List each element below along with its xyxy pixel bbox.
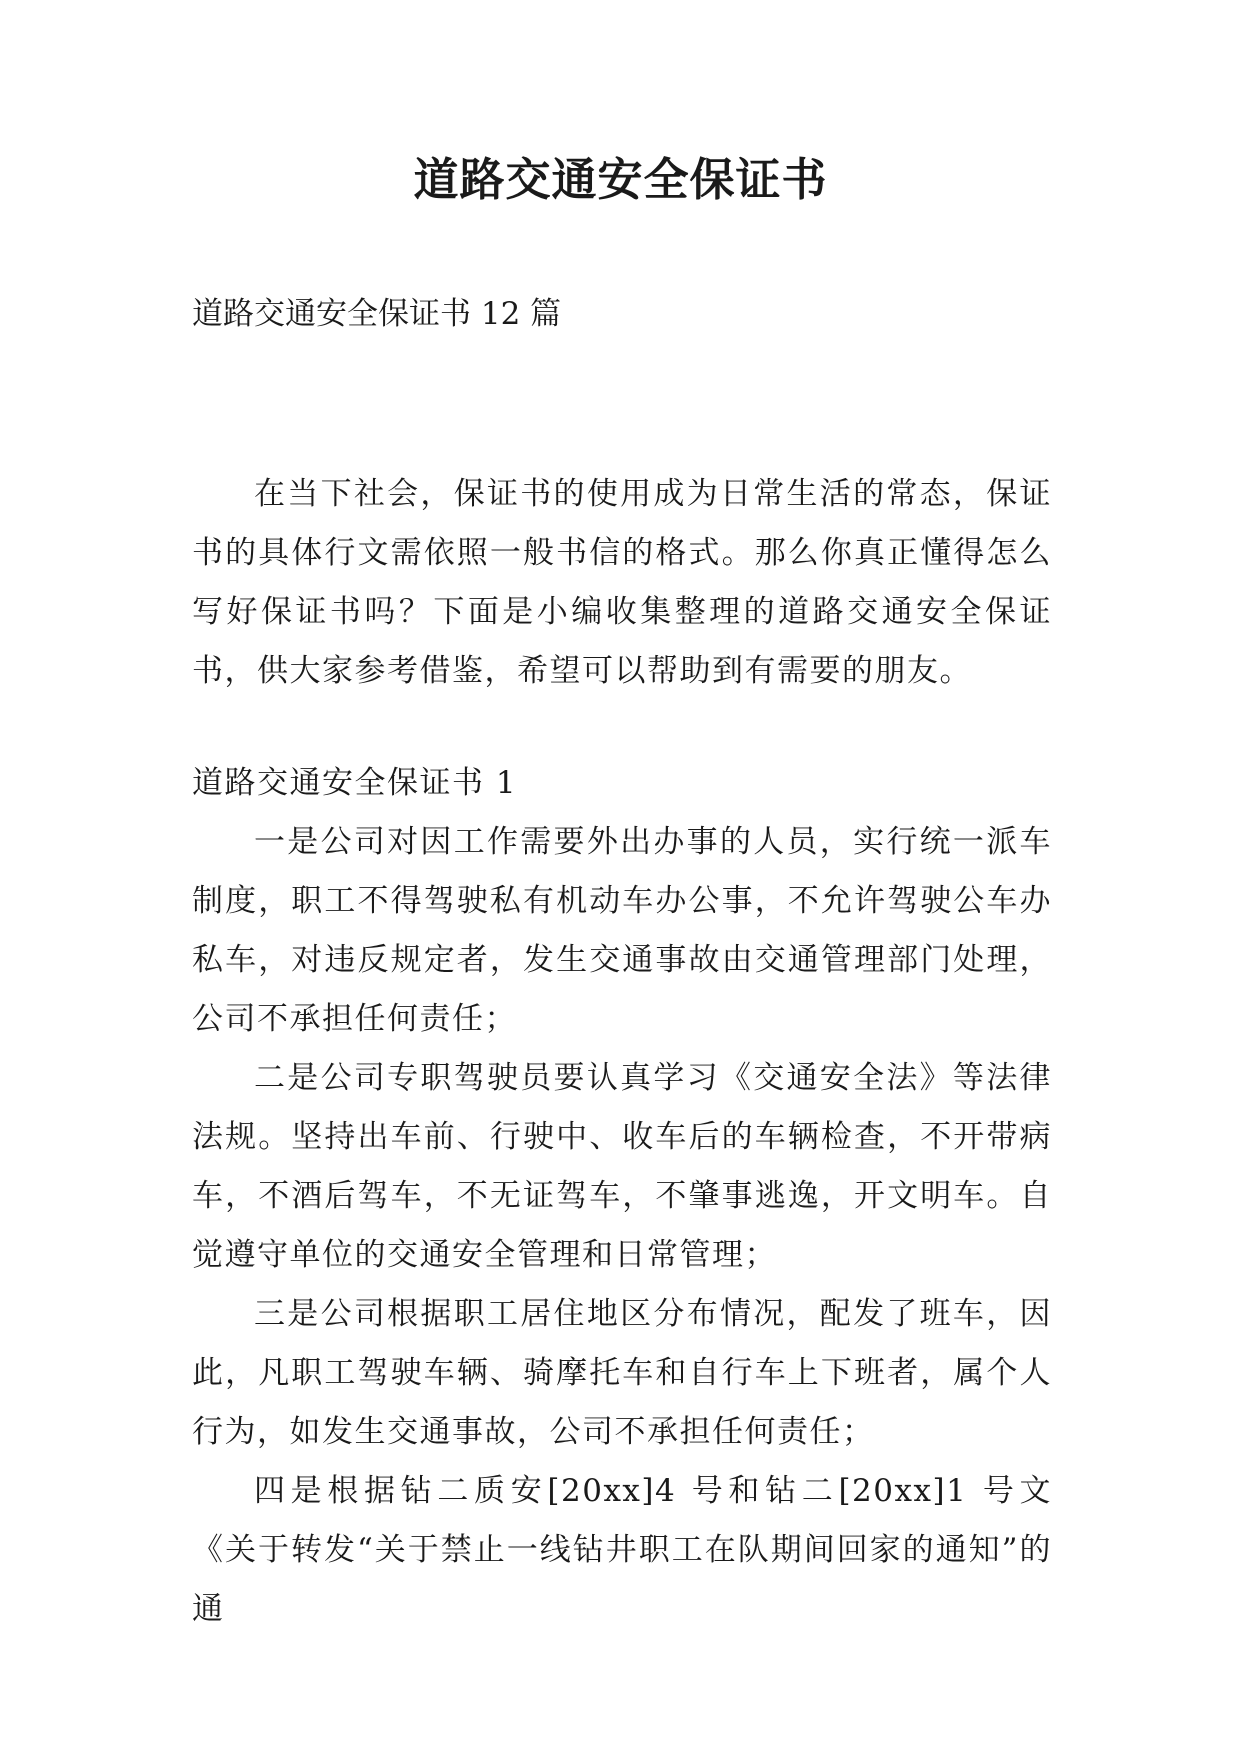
body-paragraph-2: 二是公司专职驾驶员要认真学习《交通安全法》等法律法规。坚持出车前、行驶中、收车后的车辆检查，不开带病车，不酒后驾车，不无证驾车，不肇事逃逸，开文明车。自觉遵守单位的交通安全管理和日常管理； (192, 1060, 1052, 1273)
body-paragraph-3: 三是公司根据职工居住地区分布情况，配发了班车，因此，凡职工驾驶车辆、骑摩托车和自行车上下班者，属个人行为，如发生交通事故，公司不承担任何责任； (192, 1296, 1052, 1450)
document-subtitle: 道路交通安全保证书 12 篇 (192, 296, 562, 332)
document-body (192, 465, 1052, 1639)
body-paragraph-1: 一是公司对因工作需要外出办事的人员，实行统一派车制度，职工不得驾驶私有机动车办公事，不允许驾驶公车办私车，对违反规定者，发生交通事故由交通管理部门处理，公司不承担任何责任； (192, 824, 1052, 1037)
section-heading: 道路交通安全保证书 1 (192, 765, 518, 801)
document-title: 道路交通安全保证书 (413, 153, 828, 206)
intro-paragraph: 在当下社会，保证书的使用成为日常生活的常态，保证书的具体行文需依照一般书信的格式。那么你真正懂得怎么写好保证书吗？下面是小编收集整理的道路交通安全保证书，供大家参考借鉴，希望可以帮助到有需要的朋友。 (192, 476, 1052, 689)
body-paragraph-4: 四是根据钻二质安[20xx]4 号和钻二[20xx]1 号文《关于转发“关于禁止一线钻井职工在队期间回家的通知”的通 (192, 1473, 1052, 1627)
